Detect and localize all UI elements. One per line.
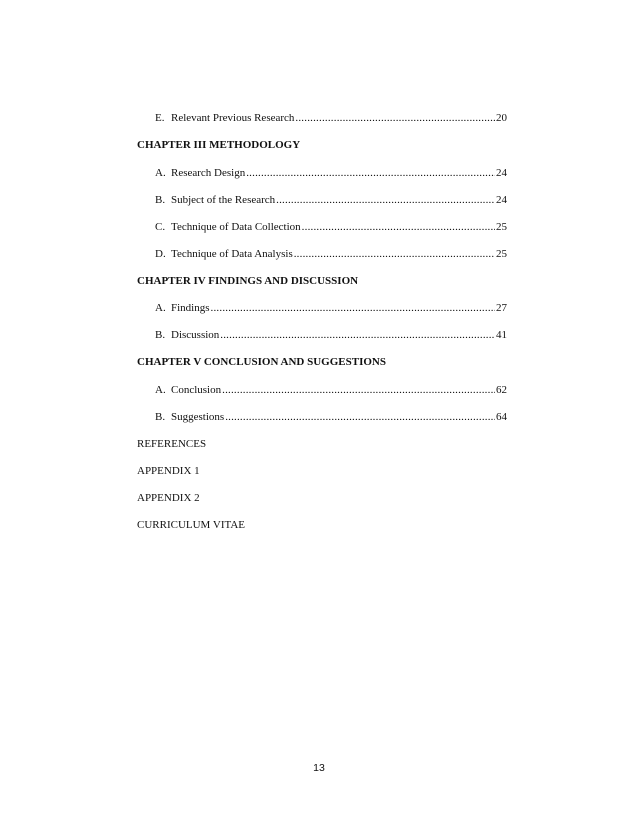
toc-entry-letter: D. [155, 248, 166, 260]
toc-entry-research-design [155, 166, 507, 180]
toc-appendix-1: APPENDIX 1 [137, 465, 200, 477]
toc-entry-letter: A. [155, 167, 166, 179]
toc-dot-leader [302, 220, 495, 234]
toc-entry-discussion [155, 328, 507, 342]
toc-appendix-2: APPENDIX 2 [137, 492, 200, 504]
page-number: 13 [313, 762, 325, 774]
toc-dot-leader [246, 166, 495, 180]
toc-entry-findings [155, 301, 507, 315]
toc-entry-page: 64 [496, 411, 507, 423]
toc-entry-page: 25 [496, 248, 507, 260]
toc-dot-leader [276, 193, 495, 207]
toc-entry-suggestions [155, 410, 507, 424]
toc-entry-title: Discussion [171, 329, 220, 341]
toc-entry-title: Suggestions [171, 411, 225, 423]
toc-entry-letter: E. [155, 112, 165, 124]
toc-entry-title: Research Design [171, 167, 246, 179]
toc-entry-letter: B. [155, 329, 166, 341]
toc-dot-leader [294, 247, 495, 261]
toc-entry-page: 62 [496, 384, 507, 396]
toc-entry-title: Subject of the Research [171, 194, 276, 206]
toc-entry-page: 25 [496, 221, 507, 233]
toc-entry-letter: A. [155, 384, 166, 396]
toc-dot-leader [295, 111, 495, 125]
toc-dot-leader [220, 328, 495, 342]
toc-entry-letter: C. [155, 221, 166, 233]
toc-entry-conclusion [155, 383, 507, 397]
toc-entry-page: 41 [496, 329, 507, 341]
toc-entry-title: Relevant Previous Research [171, 112, 295, 124]
toc-dot-leader [211, 301, 495, 315]
toc-entry-page: 24 [496, 167, 507, 179]
toc-dot-leader [222, 383, 495, 397]
toc-entry-title: Findings [171, 302, 210, 314]
toc-chapter-4-heading: CHAPTER IV FINDINGS AND DISCUSSION [137, 275, 359, 287]
toc-entry-relevant-previous-research [155, 111, 507, 125]
toc-entry-page: 24 [496, 194, 507, 206]
toc-entry-page: 20 [496, 112, 507, 124]
toc-entry-data-collection [155, 220, 507, 234]
toc-entry-subject-of-research [155, 193, 507, 207]
toc-entry-letter: B. [155, 194, 166, 206]
toc-entry-letter: B. [155, 411, 166, 423]
toc-entry-title: Technique of Data Collection [171, 221, 301, 233]
toc-entry-page: 27 [496, 302, 507, 314]
toc-entry-title: Technique of Data Analysis [171, 248, 293, 260]
toc-chapter-3-heading: CHAPTER III METHODOLOGY [137, 139, 301, 151]
toc-chapter-5-heading: CHAPTER V CONCLUSION AND SUGGESTIONS [137, 356, 386, 368]
toc-entry-data-analysis [155, 247, 507, 261]
toc-entry-letter: A. [155, 302, 166, 314]
toc-entry-title: Conclusion [171, 384, 222, 396]
toc-dot-leader [225, 410, 495, 424]
toc-curriculum-vitae: CURRICULUM VITAE [137, 519, 246, 531]
toc-references: REFERENCES [137, 438, 207, 450]
